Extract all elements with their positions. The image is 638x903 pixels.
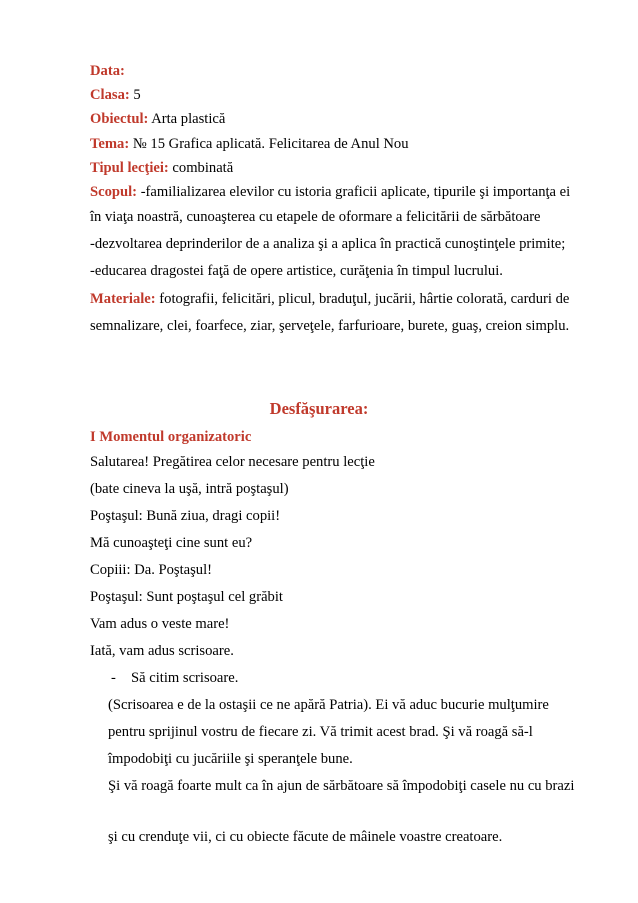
obiectul-label: Obiectul: <box>90 111 149 127</box>
bullet-dash: - <box>111 670 116 686</box>
dialogue-line: Vam adus o veste mare! <box>90 616 230 632</box>
tema-value: № 15 Grafica aplicată. Felicitarea de Anul Nou <box>129 136 409 152</box>
clasa-value: 5 <box>129 87 141 103</box>
section-subheading <box>90 428 251 446</box>
data-label: Data: <box>90 63 125 79</box>
scopul-line-3: -dezvoltarea deprinderilor de a analiza şi a aplica în practică cunoştinţele primite; <box>90 236 566 252</box>
dialogue-line: Poştaşul: Sunt poştaşul cel grăbit <box>90 589 283 605</box>
letter-line: şi cu crenduţe vii, ci cu obiecte făcute de mâinele voastre creatoare. <box>108 829 503 845</box>
materiale-text-1: fotografii, felicitări, plicul, braduţul, jucării, hârtie colorată, carduri de <box>155 291 570 307</box>
bullet-item <box>111 669 238 687</box>
tipul-value: combinată <box>168 160 234 176</box>
letter-line: împodobiţi cu jucăriile şi speranţele bune. <box>108 751 353 767</box>
clasa-label: Clasa: <box>90 87 130 103</box>
clasa-line <box>90 86 141 104</box>
tipul-label: Tipul lecţiei: <box>90 160 169 176</box>
section-heading: Desfăşurarea: <box>269 399 369 418</box>
dialogue-line: (bate cineva la uşă, intră poştaşul) <box>90 481 289 497</box>
dialogue-line: Mă cunoaşteţi cine sunt eu? <box>90 535 253 551</box>
scopul-label: Scopul: <box>90 184 138 200</box>
dialogue-line: Iată, vam adus scrisoare. <box>90 643 234 659</box>
letter-line: pentru sprijinul vostru de fiecare zi. Vă trimit acest brad. Şi vă roagă să-l <box>108 724 533 740</box>
letter-line: Şi vă roagă foarte mult ca în ajun de sărbătoare să împodobiţi casele nu cu brazi <box>108 778 575 794</box>
scopul-line-2: în viaţa noastră, cunoaşterea cu etapele de oformare a felicitării de sărbătoare <box>90 209 541 225</box>
materiale-line-1 <box>90 290 569 308</box>
data-line <box>90 62 125 80</box>
scopul-text-1: -familializarea elevilor cu istoria graficii aplicate, tipurile şi importanţa ei <box>137 184 571 200</box>
tema-line <box>90 135 409 153</box>
materiale-label: Materiale: <box>90 291 156 307</box>
obiectul-value: Arta plastică <box>148 111 226 127</box>
subheading-text: I Momentul organizatoric <box>90 429 252 445</box>
tema-label: Tema: <box>90 136 130 152</box>
tipul-line <box>90 159 233 177</box>
dialogue-line: Salutarea! Pregătirea celor necesare pentru lecţie <box>90 454 375 470</box>
dialogue-line: Poştaşul: Bună ziua, dragi copii! <box>90 508 281 524</box>
materiale-line-2: semnalizare, clei, foarfece, ziar, şerveţele, farfurioare, burete, guaş, creion simplu. <box>90 318 570 334</box>
scopul-line-1 <box>90 183 570 201</box>
letter-line: (Scrisoarea e de la ostaşii ce ne apără Patria). Ei vă aduc bucurie mulţumire <box>108 697 549 713</box>
bullet-text: Să citim scrisoare. <box>131 670 239 686</box>
obiectul-line <box>90 110 225 128</box>
scopul-line-4: -educarea dragostei faţă de opere artistice, curăţenia în timpul lucrului. <box>90 263 503 279</box>
dialogue-line: Copiii: Da. Poştaşul! <box>90 562 213 578</box>
